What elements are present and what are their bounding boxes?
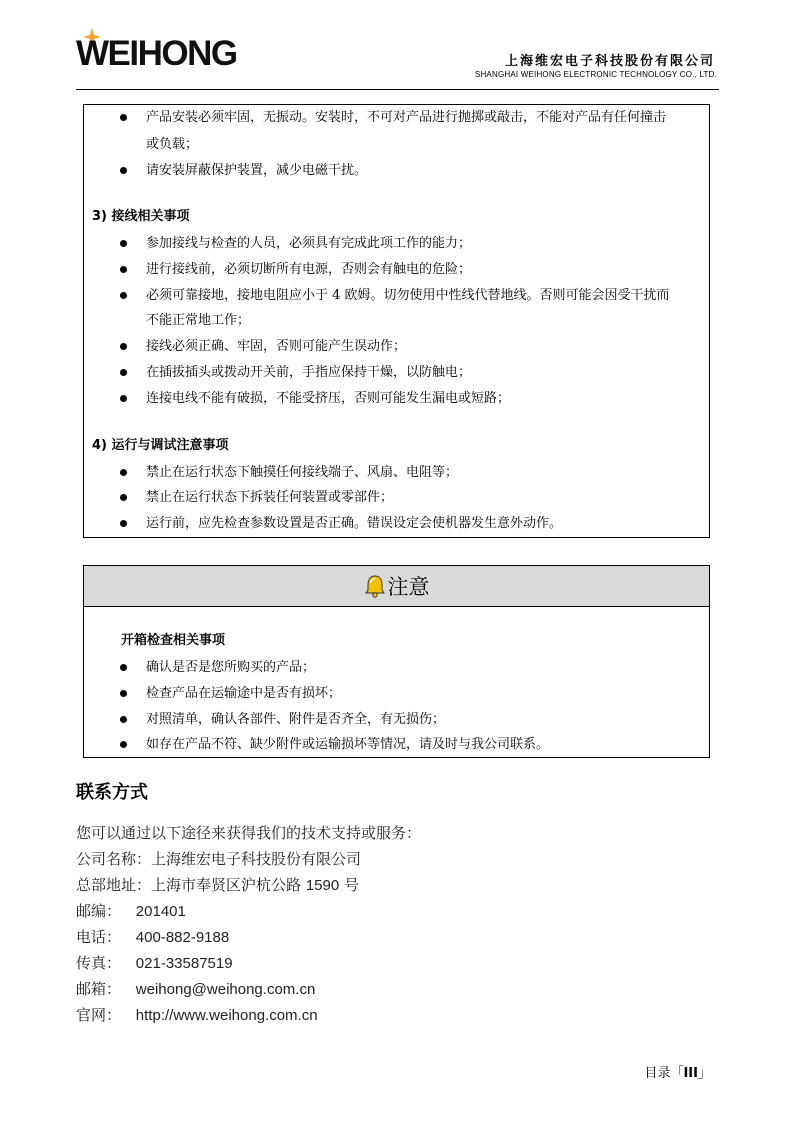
bullet-icon <box>120 292 127 299</box>
phone-label: 电话： <box>76 928 122 946</box>
fax-value: 021-33587519 <box>135 955 233 972</box>
list-item: 检查产品在运输途中是否有损坏； <box>146 686 342 701</box>
bell-icon <box>364 574 386 598</box>
address-label: 总部地址： <box>76 876 152 894</box>
company-name-en: SHANGHAI WEIHONG ELECTRONIC TECHNOLOGY CO., LTD. <box>474 70 717 79</box>
list-item: 产品安装必须牢固，无振动。安装时，不可对产品进行抛掷或敲击，不能对产品有任何撞击 <box>146 110 667 125</box>
contact-fax-row <box>76 953 233 974</box>
list-item: 禁止在运行状态下拆装任何装置或零部件； <box>146 490 394 505</box>
bullet-icon <box>120 741 127 748</box>
address-value: 上海市奉贤区沪杭公路 <box>151 876 302 894</box>
list-item: 进行接线前，必须切断所有电源，否则会有触电的危险； <box>146 262 472 277</box>
notice-header <box>84 566 709 607</box>
bullet-icon <box>120 266 127 273</box>
list-item: 在插拔插头或拨动开关前，手指应保持干燥，以防触电； <box>146 365 472 380</box>
contact-intro: 您可以通过以下途径来获得我们的技术支持或服务： <box>76 824 422 842</box>
list-item: 连接电线不能有破损，不能受挤压，否则可能发生漏电或短路； <box>146 391 511 406</box>
email-link[interactable]: weihong@weihong.com.cn <box>135 981 316 998</box>
page-number: III <box>683 1066 698 1081</box>
bullet-icon <box>120 395 127 402</box>
bullet-icon <box>120 520 127 527</box>
bullet-icon <box>120 114 127 121</box>
bullet-icon <box>120 664 127 671</box>
contact-phone-row <box>76 927 229 948</box>
contact-web-row <box>76 1005 318 1026</box>
bullet-icon <box>120 494 127 501</box>
footer-bracket-close: 」 <box>697 1066 711 1081</box>
website-link[interactable]: http://www.weihong.com.cn <box>135 1007 318 1024</box>
bullet-icon <box>120 690 127 697</box>
page-footer <box>644 1062 711 1081</box>
list-item: 请安装屏蔽保护装置，减少电磁干扰。 <box>146 163 368 178</box>
list-item: 接线必须正确、牢固，否则可能产生误动作； <box>146 339 407 354</box>
section-heading: 4) 运行与调试注意事项 <box>92 438 229 453</box>
list-item-continued: 或负载； <box>146 137 199 152</box>
contact-section-title: 联系方式 <box>76 782 148 803</box>
bullet-icon <box>120 369 127 376</box>
notice-title-row <box>84 566 709 606</box>
section-heading: 3) 接线相关事项 <box>92 209 190 224</box>
company-logo <box>76 34 237 74</box>
list-item: 运行前，应先检查参数设置是否正确。错误设定会使机器发生意外动作。 <box>146 516 563 531</box>
logo-text: WEIHONG <box>76 34 237 73</box>
bullet-icon <box>120 343 127 350</box>
list-item: 参加接线与检查的人员，必须具有完成此项工作的能力； <box>146 236 472 251</box>
list-item-continued: 不能正常地工作； <box>146 313 251 328</box>
contact-address-row <box>76 875 359 896</box>
notice-title: 注意 <box>387 575 430 599</box>
email-label: 邮箱： <box>76 980 122 998</box>
header-divider <box>76 89 719 90</box>
bullet-icon <box>120 167 127 174</box>
address-suffix: 号 <box>343 876 359 894</box>
company-value: 上海维宏电子科技股份有限公司 <box>151 850 362 868</box>
list-item: 必须可靠接地，接地电阻应小于 4 欧姆。切勿使用中性线代替地线。否则可能会因受干扰而 <box>146 288 670 303</box>
footer-label: 目录 <box>644 1066 671 1081</box>
contact-company-row <box>76 849 361 869</box>
bullet-icon <box>120 240 127 247</box>
fax-label: 传真： <box>76 954 122 972</box>
phone-value: 400-882-9188 <box>135 929 230 946</box>
list-item: 禁止在运行状态下触摸任何接线端子、风扇、电阻等； <box>146 465 459 480</box>
list-item: 对照清单，确认各部件、附件是否齐全，有无损伤； <box>146 712 446 727</box>
list-item: 如存在产品不符、缺少附件或运输损坏等情况，请及时与我公司联系。 <box>146 737 550 752</box>
bullet-icon <box>120 716 127 723</box>
company-name-cn: 上海维宏电子科技股份有限公司 <box>504 54 715 69</box>
notice-subtitle: 开箱检查相关事项 <box>121 633 226 648</box>
postcode-value: 201401 <box>135 903 186 920</box>
footer-bracket-open: 「 <box>670 1066 684 1081</box>
list-item: 确认是否是您所购买的产品； <box>146 660 316 675</box>
company-label: 公司名称： <box>76 850 152 868</box>
web-label: 官网： <box>76 1006 122 1024</box>
contact-postcode-row <box>76 901 186 922</box>
bullet-icon <box>120 469 127 476</box>
address-number: 1590 <box>305 877 340 894</box>
postcode-label: 邮编： <box>76 902 122 920</box>
contact-email-row <box>76 979 315 1000</box>
